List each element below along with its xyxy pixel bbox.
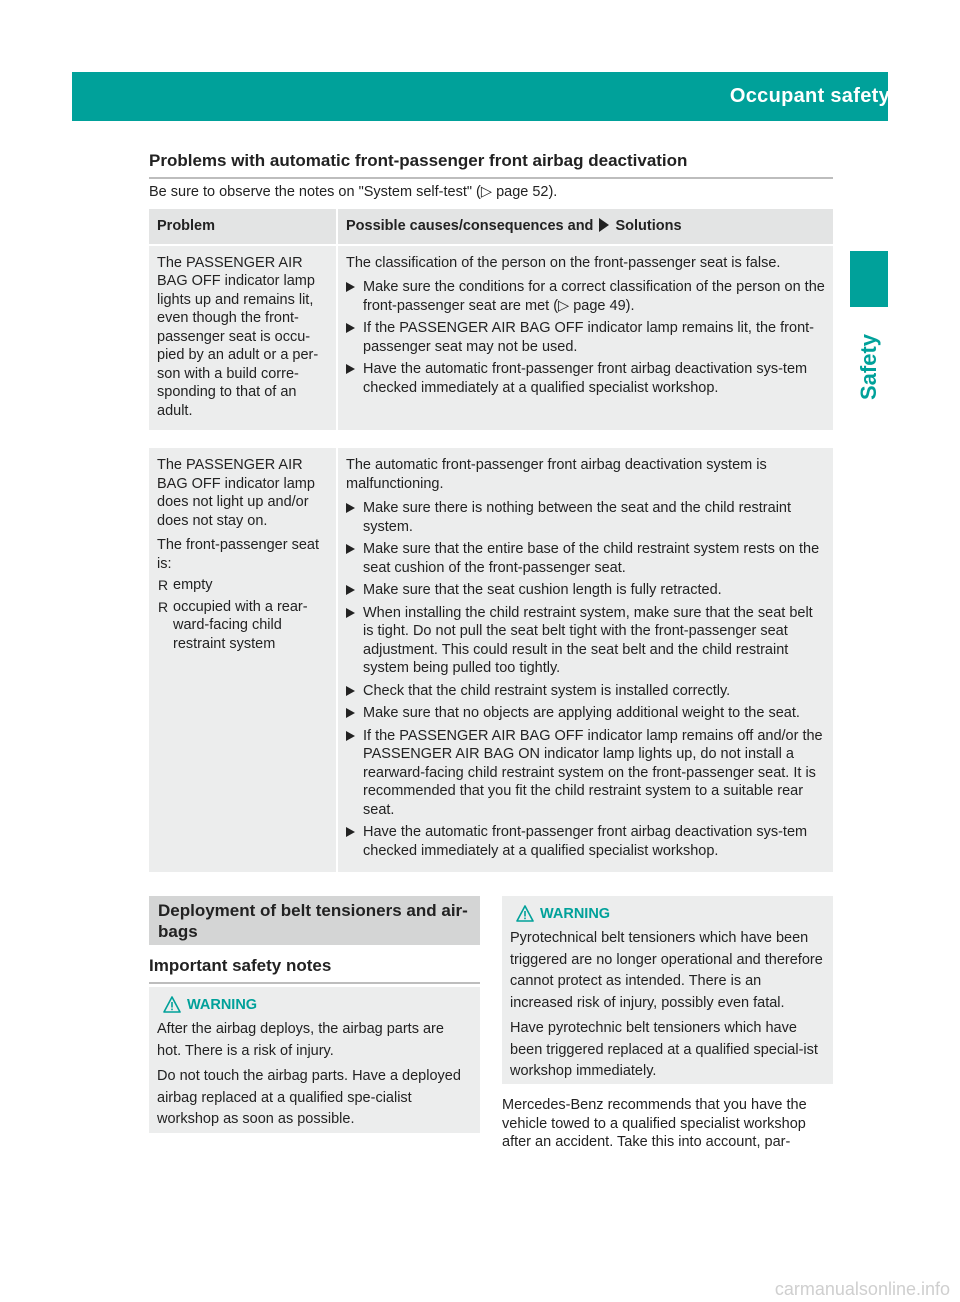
intro-ref: page 52). — [496, 184, 558, 200]
arrow-right-icon — [346, 585, 355, 595]
problem-list-text: occupied with a rear-ward-facing child restraint system — [173, 598, 308, 652]
arrow-right-icon — [346, 364, 355, 374]
table-row — [149, 244, 833, 431]
warning-triangle-icon — [516, 905, 534, 922]
header-col2-text: Possible causes/consequences and — [346, 218, 594, 234]
cause-text: The automatic front-passenger front airbag deactivation system is malfunctioning. — [346, 457, 767, 492]
header-bar — [72, 72, 937, 121]
table-header-row — [149, 209, 833, 244]
table-header-problem: Problem — [149, 209, 338, 244]
page-reference-icon: ▷ — [480, 184, 493, 200]
warning-heading — [157, 995, 472, 1015]
problems-table — [149, 209, 833, 872]
solution-text: Make sure the conditions for a correct classification of the person on the front-passenger seat are met ( — [363, 279, 825, 314]
solution-item — [346, 581, 825, 600]
watermark: carmanualsonline.info — [774, 1279, 950, 1299]
warning-text: Have pyrotechnic belt tensioners which have been triggered replaced at a qualified special-ist workshop immediately. — [510, 1020, 818, 1079]
solution-cell — [338, 244, 833, 431]
arrow-right-icon — [346, 708, 355, 718]
section-intro — [149, 184, 557, 200]
solution-text: Have the automatic front-passenger front airbag deactivation sys-tem checked immediately at a qualified specialist workshop. — [363, 361, 808, 396]
arrow-right-icon — [346, 282, 355, 292]
problem-cell — [149, 430, 338, 872]
solution-item — [346, 540, 825, 577]
solution-text: Have the automatic front-passenger front airbag deactivation sys-tem checked immediately at a qualified specialist workshop. — [363, 824, 808, 859]
solution-text: If the PASSENGER AIR BAG OFF indicator lamp remains off and/or the PASSENGER AIR BAG ON indicator lamp lights up, do not install a rearward-facing child restraint system on the front-passenger seat. It is recommended that you fit the child restraint system to a suitable rear seat. — [363, 727, 823, 818]
table-row — [149, 430, 833, 872]
problem-text: The PASSENGER AIR BAG OFF indicator lamp lights up and remains lit, even though the front-passenger seat is occu-pied by an adult or a per-son with a build corre-sponding to that of an adult. — [157, 254, 319, 419]
arrow-right-icon — [346, 544, 355, 554]
solution-text: When installing the child restraint system, make sure that the seat belt is tight. Do not pull the seat belt tight with the front-passenger seat adjustment. This could result in the seat belt and the child restraint system being pulled too tightly. — [363, 604, 813, 676]
solution-item — [346, 823, 825, 860]
solution-item — [346, 682, 825, 701]
solution-cell — [338, 430, 833, 872]
solution-item — [346, 727, 825, 820]
page-reference-icon: ▷ — [558, 297, 570, 314]
deploy-section-title: Deployment of belt tensioners and air-bags — [149, 896, 480, 945]
arrow-right-icon — [599, 218, 609, 232]
page-number: 53 — [915, 86, 937, 106]
warning-triangle-icon — [163, 996, 181, 1013]
solution-item — [346, 704, 825, 723]
solution-text: Make sure that no objects are applying additional weight to the seat. — [363, 705, 800, 721]
solution-item — [346, 360, 825, 397]
arrow-right-icon — [346, 503, 355, 513]
solution-item — [346, 319, 825, 356]
cause-text: The classification of the person on the front-passenger seat is false. — [346, 254, 781, 271]
solution-text: Make sure that the seat cushion length is fully retracted. — [363, 582, 722, 598]
bullet-r-icon: R — [158, 598, 169, 615]
problem-list-item — [157, 576, 328, 595]
header-title: Occupant safety — [729, 85, 890, 107]
arrow-right-icon — [346, 827, 355, 837]
section-title: Problems with automatic front-passenger front airbag deactivation — [149, 151, 833, 179]
solution-item — [346, 499, 825, 536]
solution-ref: page 49). — [573, 297, 635, 314]
arrow-right-icon — [346, 731, 355, 741]
warning-heading — [510, 904, 825, 924]
closing-paragraph: Mercedes-Benz recommends that you have the vehicle towed to a qualified specialist workshop after an accident. Take this into account, par- — [502, 1097, 807, 1150]
problem-list-item — [157, 598, 328, 654]
bullet-r-icon: R — [158, 577, 169, 593]
header-col2-solutions: Solutions — [615, 218, 682, 234]
arrow-right-icon — [346, 323, 355, 333]
problem-cell — [149, 244, 338, 431]
arrow-right-icon — [346, 608, 355, 618]
warning-box-tensioners — [502, 896, 833, 1084]
side-tab-marker — [850, 251, 888, 307]
intro-text: Be sure to observe the notes on "System self-test" ( — [149, 184, 481, 200]
warning-box-airbag — [149, 987, 480, 1133]
problem-list-text: empty — [173, 577, 213, 593]
side-tab-label: Safety — [856, 333, 881, 400]
warning-text: Do not touch the airbag parts. Have a deployed airbag replaced at a qualified spe-cialist workshop as soon as possible. — [157, 1068, 461, 1127]
arrow-right-icon — [346, 686, 355, 696]
problem-cont-text: The front-passenger seat is: — [157, 537, 320, 572]
warning-label: WARNING — [540, 906, 611, 922]
solution-item — [346, 604, 825, 678]
safety-notes-title: Important safety notes — [149, 956, 480, 984]
table-header-solutions — [338, 209, 833, 244]
solution-item — [346, 278, 825, 315]
warning-text: After the airbag deploys, the airbag parts are hot. There is a risk of injury. — [157, 1021, 444, 1059]
solution-text: Check that the child restraint system is installed correctly. — [363, 682, 731, 699]
problem-text: The PASSENGER AIR BAG OFF indicator lamp does not light up and/or does not stay on. — [157, 457, 315, 529]
solution-text: If the PASSENGER AIR BAG OFF indicator lamp remains lit, the front-passenger seat may not be used. — [363, 320, 814, 355]
warning-label: WARNING — [187, 997, 258, 1013]
solution-text: Make sure there is nothing between the seat and the child restraint system. — [363, 500, 792, 535]
solution-text: Make sure that the entire base of the child restraint system rests on the seat cushion of the front-passenger seat. — [363, 541, 820, 576]
warning-text: Pyrotechnical belt tensioners which have been triggered are no longer operational and therefore cannot protect as intended. There is an increased risk of injury, possibly even fatal. — [510, 930, 823, 1011]
